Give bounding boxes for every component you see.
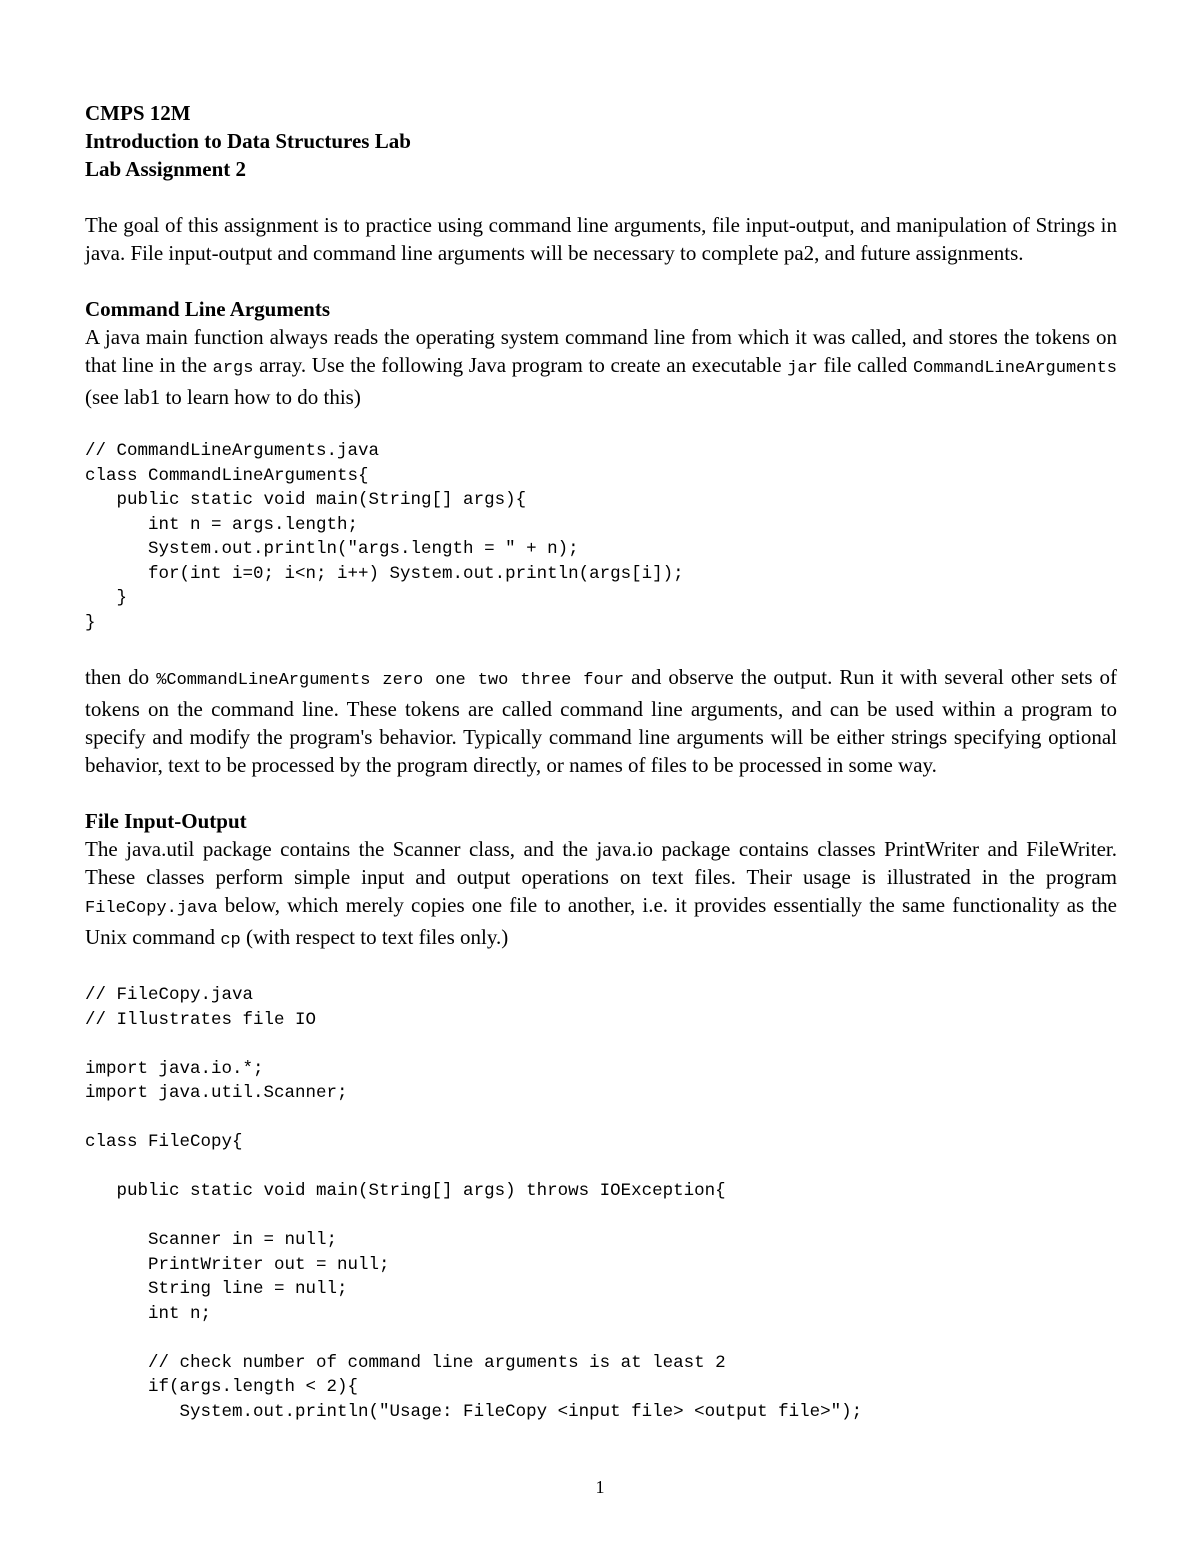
intro-paragraph: The goal of this assignment is to practice using command line arguments, file input-output, and manipulation of Strings in java. File input-output and command line arguments will be necessary to complete pa2, and future assignments. xyxy=(85,213,1117,265)
text-span: A java main function always reads the operating system command line from which it was called, and stores the tokens on that line in the xyxy=(85,325,1117,377)
inline-code-args: args xyxy=(212,359,254,378)
text-span: array. Use the following Java program to create an executable xyxy=(253,353,788,377)
cla-paragraph-1 xyxy=(85,323,1117,411)
inline-code-jar: jar xyxy=(787,359,818,378)
cla-paragraph-2 xyxy=(85,663,1117,779)
text-span: (with respect to text files only.) xyxy=(240,925,509,949)
inline-code-cp: cp xyxy=(220,931,241,950)
assignment-title: Lab Assignment 2 xyxy=(85,157,247,181)
text-span: (see lab1 to learn how to do this) xyxy=(85,385,361,409)
section-heading-command-line-arguments: Command Line Arguments xyxy=(85,297,331,321)
course-title: Introduction to Data Structures Lab xyxy=(85,129,411,153)
text-span: and observe the output. Run it with several other sets of tokens on the command line. These tokens are called command line arguments, and can be used within a program to specify and modify the program's behavior. Typically command line arguments will be either strings specifying optional behavior, text to be processed by the program directly, or names of files to be processed in some way. xyxy=(85,665,1118,777)
page-number: 1 xyxy=(595,1477,605,1497)
code-block-filecopy: // FileCopy.java // Illustrates file IO import java.io.*; import java.util.Scanner; class FileCopy{ public static void main(String[] args) throws IOException{ Scanner in = null; PrintWriter out = null; String line = null; int n; // check number of command line arguments is at least 2 if(args.length < 2){ System.out.println("Usage: FileCopy <input file> <output file>"); xyxy=(85,985,863,1422)
course-code: CMPS 12M xyxy=(85,101,191,125)
text-span: below, which merely copies one file to another, i.e. it provides essentially the same functionality as the Unix command xyxy=(85,893,1117,949)
text-span: file called xyxy=(817,353,913,377)
page-content xyxy=(85,99,1117,1424)
inline-code-classname: CommandLineArguments xyxy=(912,359,1117,378)
inline-code-filecopy: FileCopy.java xyxy=(85,899,218,918)
text-span: then do xyxy=(85,665,157,689)
section-heading-file-input-output: File Input-Output xyxy=(85,809,247,833)
io-paragraph-1 xyxy=(85,835,1117,955)
text-span: The java.util package contains the Scanner class, and the java.io package contains classes PrintWriter and FileWriter. These classes perform simple input and output operations on text files. Their usage is illustrated in the program xyxy=(85,837,1117,889)
title-block xyxy=(85,99,1117,183)
inline-code-command: %CommandLineArguments zero one two three four xyxy=(156,671,625,690)
code-block-command-line-arguments: // CommandLineArguments.java class CommandLineArguments{ public static void main(String[] args){ int n = args.length; System.out.println("args.length = " + n); for(int i=0; i<n; i++) System.out.println(args[i]); } } xyxy=(85,441,684,633)
